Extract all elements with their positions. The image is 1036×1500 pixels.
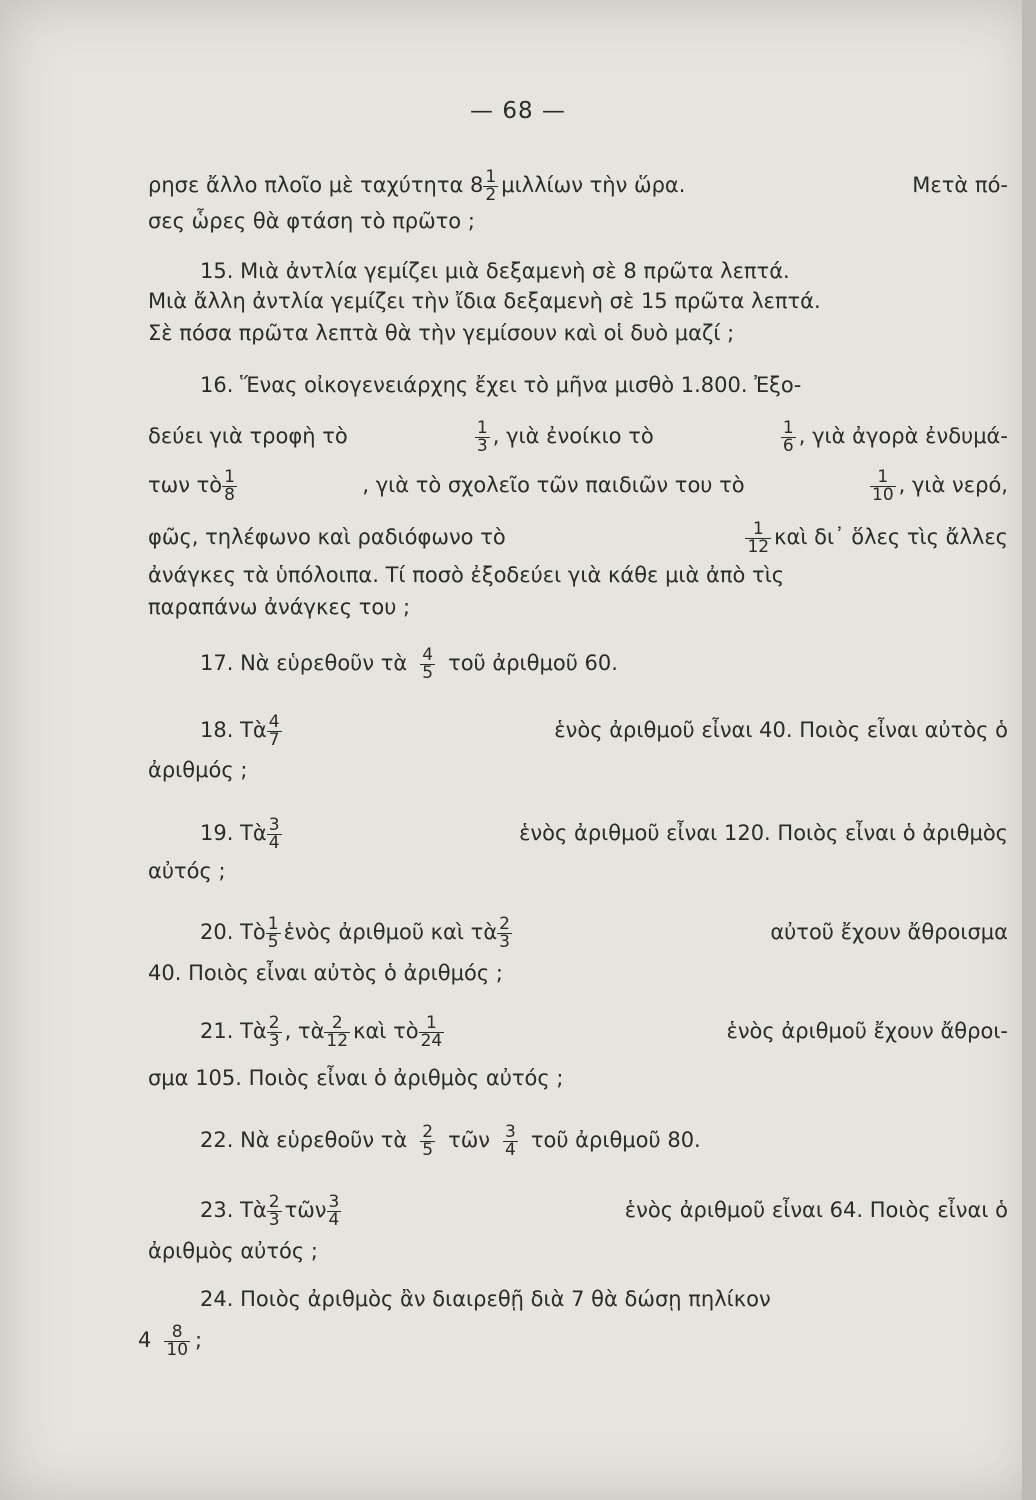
fraction (745, 521, 771, 556)
fraction (781, 420, 796, 455)
problem-17-line (200, 645, 1008, 683)
text-segment: 15. Μιὰ ἀντλία γεμίζει μιὰ δεξαμενὴ σὲ 8 πρῶτα λεπτά. (200, 259, 790, 283)
text-segment: Σὲ πόσα πρῶτα λεπτὰ θὰ τὴν γεμίσουν καὶ οἱ δυὸ μαζί ; (148, 321, 735, 345)
text-line (148, 318, 1008, 348)
denominator: 10 (872, 485, 894, 505)
text-line (148, 592, 1008, 622)
problem-15-line (200, 256, 1008, 286)
denominator: 7 (268, 730, 280, 750)
fraction (327, 1194, 342, 1229)
text-segment: τοῦ ἀριθμοῦ 80. (530, 1127, 701, 1152)
problem-16-line (200, 370, 1008, 400)
fraction (222, 469, 237, 504)
fraction (503, 1124, 518, 1159)
numerator: 1 (782, 418, 794, 438)
denominator: 12 (326, 1031, 349, 1051)
text-line (148, 755, 1008, 785)
numerator: 4 (422, 645, 434, 665)
numerator: 1 (224, 467, 235, 487)
fraction (267, 817, 282, 852)
denominator: 4 (268, 833, 280, 853)
numerator: 2 (331, 1013, 343, 1033)
text-segment: ἑνὸς ἀριθμοῦ καὶ τὰ (283, 919, 498, 944)
denominator: 8 (224, 485, 235, 505)
text-segment: 18. Τὰ (200, 717, 267, 742)
numerator: 3 (328, 1192, 340, 1212)
text-line (148, 1063, 1008, 1093)
fraction (420, 647, 435, 682)
problem-18-line (200, 712, 1008, 750)
problem-20-line (200, 914, 1008, 952)
text-segment: , γιὰ τὸ σχολεῖο τῶν παιδιῶν του τὸ (362, 472, 745, 497)
text-segment: τῶν (284, 1197, 327, 1222)
fraction (267, 1194, 282, 1229)
text-segment: των τὸ (148, 472, 223, 497)
text-segment: παραπάνω ἀνάγκες του ; (148, 595, 411, 619)
text-segment: ἑνὸς ἀριθμοῦ εἶναι 64. Ποιὸς εἶναι ὁ (624, 1197, 1008, 1222)
numerator: 2 (422, 1122, 434, 1142)
numerator: 1 (425, 1013, 437, 1033)
text-segment: ἑνὸς ἀριθμοῦ ἔχουν ἄθροι- (726, 1018, 1008, 1043)
denominator: 6 (782, 436, 794, 456)
text-line (148, 167, 1008, 205)
fraction (267, 714, 282, 749)
numerator: 1 (485, 167, 497, 187)
text-segment: , γιὰ νερό, (898, 472, 1008, 497)
text-segment: φῶς, τηλέφωνο καὶ ραδιόφωνο τὸ (148, 524, 506, 549)
text-segment: 23. Τὰ (200, 1197, 267, 1222)
numerator: 2 (268, 1013, 280, 1033)
denominator: 4 (505, 1140, 516, 1160)
fraction (497, 916, 512, 951)
denominator: 2 (485, 185, 497, 205)
denominator: 3 (268, 1210, 280, 1230)
text-segment: ἀνάγκες τὰ ὑπόλοιπα. Τί ποσὸ ἐξοδεύει γιὰ κάθε μιὰ ἀπὸ τὶς (148, 563, 785, 587)
text-segment: ἀριθμὸς αὐτός ; (148, 1239, 318, 1263)
text-line (148, 286, 1008, 316)
text-segment: 4 (138, 1327, 152, 1352)
problem-24-line (200, 1284, 1008, 1314)
denominator: 10 (166, 1340, 189, 1360)
text-segment: αὐτοῦ ἔχουν ἄθροισμα (770, 919, 1008, 944)
numerator: 8 (171, 1322, 183, 1342)
problem-23-line (200, 1192, 1008, 1230)
text-segment: ἑνὸς ἀριθμοῦ εἶναι 40. Ποιὸς εἶναι αὐτὸς ὁ (554, 717, 1008, 742)
text-segment: τοῦ ἀριθμοῦ 60. (448, 650, 618, 675)
text-segment: ἑνὸς ἀριθμοῦ εἶναι 120. Ποιὸς εἶναι ὁ ἀριθμὸς (519, 820, 1008, 845)
problem-22-line (200, 1122, 1008, 1160)
text-segment: 40. Ποιὸς εἶναι αὐτὸς ὁ ἀριθμός ; (148, 961, 503, 985)
page-edge (1022, 0, 1036, 1500)
text-segment: σες ὧρες θὰ φτάση τὸ πρῶτο ; (148, 209, 475, 233)
problem-21-line (200, 1013, 1008, 1051)
text-segment: 20. Τὸ (200, 919, 266, 944)
text-segment: , γιὰ ἀγορὰ ἐνδυμά- (798, 423, 1008, 448)
denominator: 5 (422, 1140, 434, 1160)
text-segment: τῶν (448, 1127, 491, 1152)
text-segment: αὐτός ; (148, 859, 226, 883)
denominator: 5 (422, 663, 434, 683)
text-line (148, 467, 1008, 505)
numerator: 2 (499, 914, 510, 934)
text-line (148, 560, 1008, 590)
text-segment: 21. Τὰ (200, 1018, 267, 1043)
denominator: 3 (476, 436, 488, 456)
text-line (138, 1322, 998, 1360)
text-segment: Μετὰ πό- (912, 172, 1008, 197)
numerator: 1 (476, 418, 488, 438)
text-line (148, 206, 1008, 236)
numerator: 4 (268, 712, 280, 732)
text-segment: 16. Ἕνας οἰκογενειάρχης ἔχει τὸ μῆνα μισθὸ 1.800. Ἐξο- (200, 373, 802, 397)
text-line (148, 1236, 1008, 1266)
text-line (148, 856, 1008, 886)
text-segment: 24. Ποιὸς ἀριθμὸς ἂν διαιρεθῇ διὰ 7 θὰ δώσῃ πηλίκον (200, 1287, 771, 1311)
denominator: 3 (499, 932, 510, 952)
text-segment: , τὰ (284, 1018, 325, 1043)
text-line (148, 418, 1008, 456)
fraction (419, 1015, 445, 1050)
problem-19-line (200, 815, 1008, 853)
fraction (483, 169, 498, 204)
text-segment: 19. Τὰ (200, 820, 267, 845)
numerator: 2 (268, 1192, 280, 1212)
text-segment: , γιὰ ἐνοίκιο τὸ (492, 423, 654, 448)
text-segment: μιλλίων τὴν ὥρα. (501, 172, 686, 197)
fraction (324, 1015, 350, 1050)
fraction (266, 916, 281, 951)
text-segment: Μιὰ ἄλλη ἀντλία γεμίζει τὴν ἴδια δεξαμενὴ σὲ 15 πρῶτα λεπτά. (148, 289, 821, 313)
numerator: 1 (877, 467, 889, 487)
text-segment: σμα 105. Ποιὸς εἶναι ὁ ἀριθμὸς αὐτός ; (148, 1066, 564, 1090)
fraction (420, 1124, 435, 1159)
text-line (148, 958, 1008, 988)
numerator: 1 (267, 914, 279, 934)
numerator: 1 (752, 519, 764, 539)
text-segment: καὶ δι᾽ ὅλες τὶς ἄλλες (774, 524, 1008, 549)
fraction (870, 469, 896, 504)
numerator: 3 (268, 815, 280, 835)
text-segment: 17. Νὰ εὑρεθοῦν τὰ (200, 650, 408, 675)
denominator: 12 (747, 537, 770, 557)
fraction (164, 1324, 190, 1359)
text-segment: καὶ τὸ (353, 1018, 419, 1043)
page-number: — 68 — (470, 98, 566, 124)
fraction (475, 420, 490, 455)
text-segment: δεύει γιὰ τροφὴ τὸ (148, 423, 348, 448)
text-segment: 22. Νὰ εὑρεθοῦν τὰ (200, 1127, 408, 1152)
text-segment: ρησε ἄλλο πλοῖο μὲ ταχύτητα 8 (148, 172, 484, 197)
numerator: 3 (505, 1122, 516, 1142)
denominator: 3 (268, 1031, 280, 1051)
text-line (148, 519, 1008, 557)
fraction (267, 1015, 282, 1050)
text-segment: ; (195, 1327, 203, 1352)
denominator: 24 (420, 1031, 443, 1051)
text-segment: ἀριθμός ; (148, 758, 248, 782)
denominator: 5 (267, 932, 279, 952)
denominator: 4 (328, 1210, 340, 1230)
